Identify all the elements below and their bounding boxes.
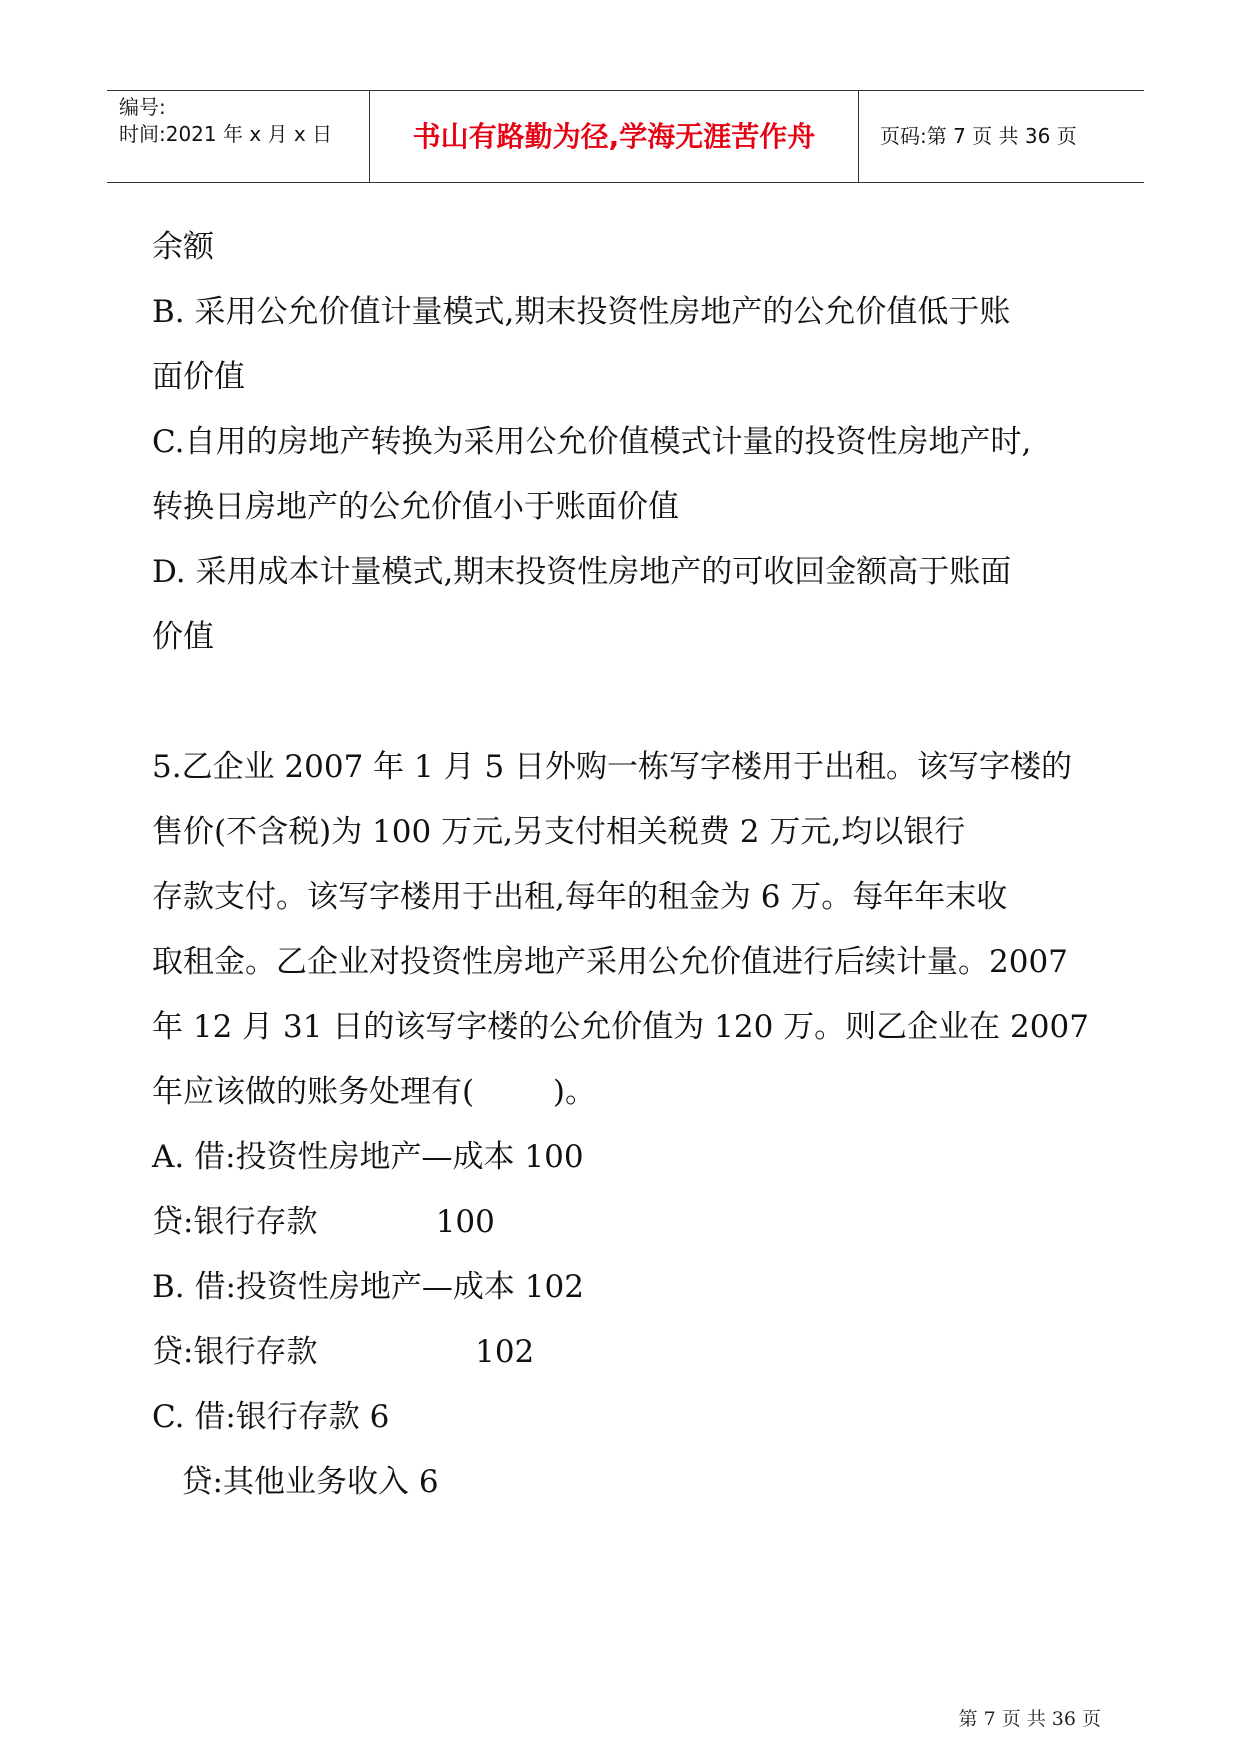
header-meta <box>107 91 370 182</box>
text-line: 价值 <box>152 619 214 655</box>
text-line: D. 采用成本计量模式,期末投资性房地产的可收回金额高于账面 <box>152 554 1012 590</box>
option-line: C. 借:银行存款 6 <box>152 1399 390 1435</box>
document-number-label: 编号: <box>119 95 166 119</box>
option-line: 贷:其他业务收入 6 <box>152 1464 439 1500</box>
question-text-line: 年 12 月 31 日的该写字楼的公允价值为 120 万。则乙企业在 2007 <box>152 1009 1089 1045</box>
document-time-label: 时间:2021 年 x 月 x 日 <box>119 122 333 146</box>
question-text-line: 存款支付。该写字楼用于出租,每年的租金为 6 万。每年年末收 <box>152 879 1008 915</box>
page-header <box>107 90 1144 183</box>
option-line: 贷:银行存款 100 <box>152 1204 495 1240</box>
question-text-line: 5.乙企业 2007 年 1 月 5 日外购一栋写字楼用于出租。该写字楼的 <box>152 749 1073 785</box>
text-line: 面价值 <box>152 359 245 395</box>
question-text-line: 售价(不含税)为 100 万元,另支付相关税费 2 万元,均以银行 <box>152 814 966 850</box>
header-page-code: 页码:第 7 页 共 36 页 <box>880 124 1077 148</box>
text-line: C.自用的房地产转换为采用公允价值模式计量的投资性房地产时, <box>152 424 1032 460</box>
text-line: B. 采用公允价值计量模式,期末投资性房地产的公允价值低于账 <box>152 294 1011 330</box>
option-line: A. 借:投资性房地产—成本 100 <box>152 1139 584 1175</box>
text-line: 余额 <box>152 229 214 265</box>
page-footer: 第 7 页 共 36 页 <box>958 1708 1101 1730</box>
header-motto: 书山有路勤为径,学海无涯苦作舟 <box>370 91 859 182</box>
question-text-line: 取租金。乙企业对投资性房地产采用公允价值进行后续计量。2007 <box>152 944 1068 980</box>
text-line: 转换日房地产的公允价值小于账面价值 <box>152 489 679 525</box>
option-line: 贷:银行存款 102 <box>152 1334 535 1370</box>
option-line: B. 借:投资性房地产—成本 102 <box>152 1269 584 1305</box>
question-text-line: 年应该做的账务处理有( )。 <box>152 1074 597 1110</box>
